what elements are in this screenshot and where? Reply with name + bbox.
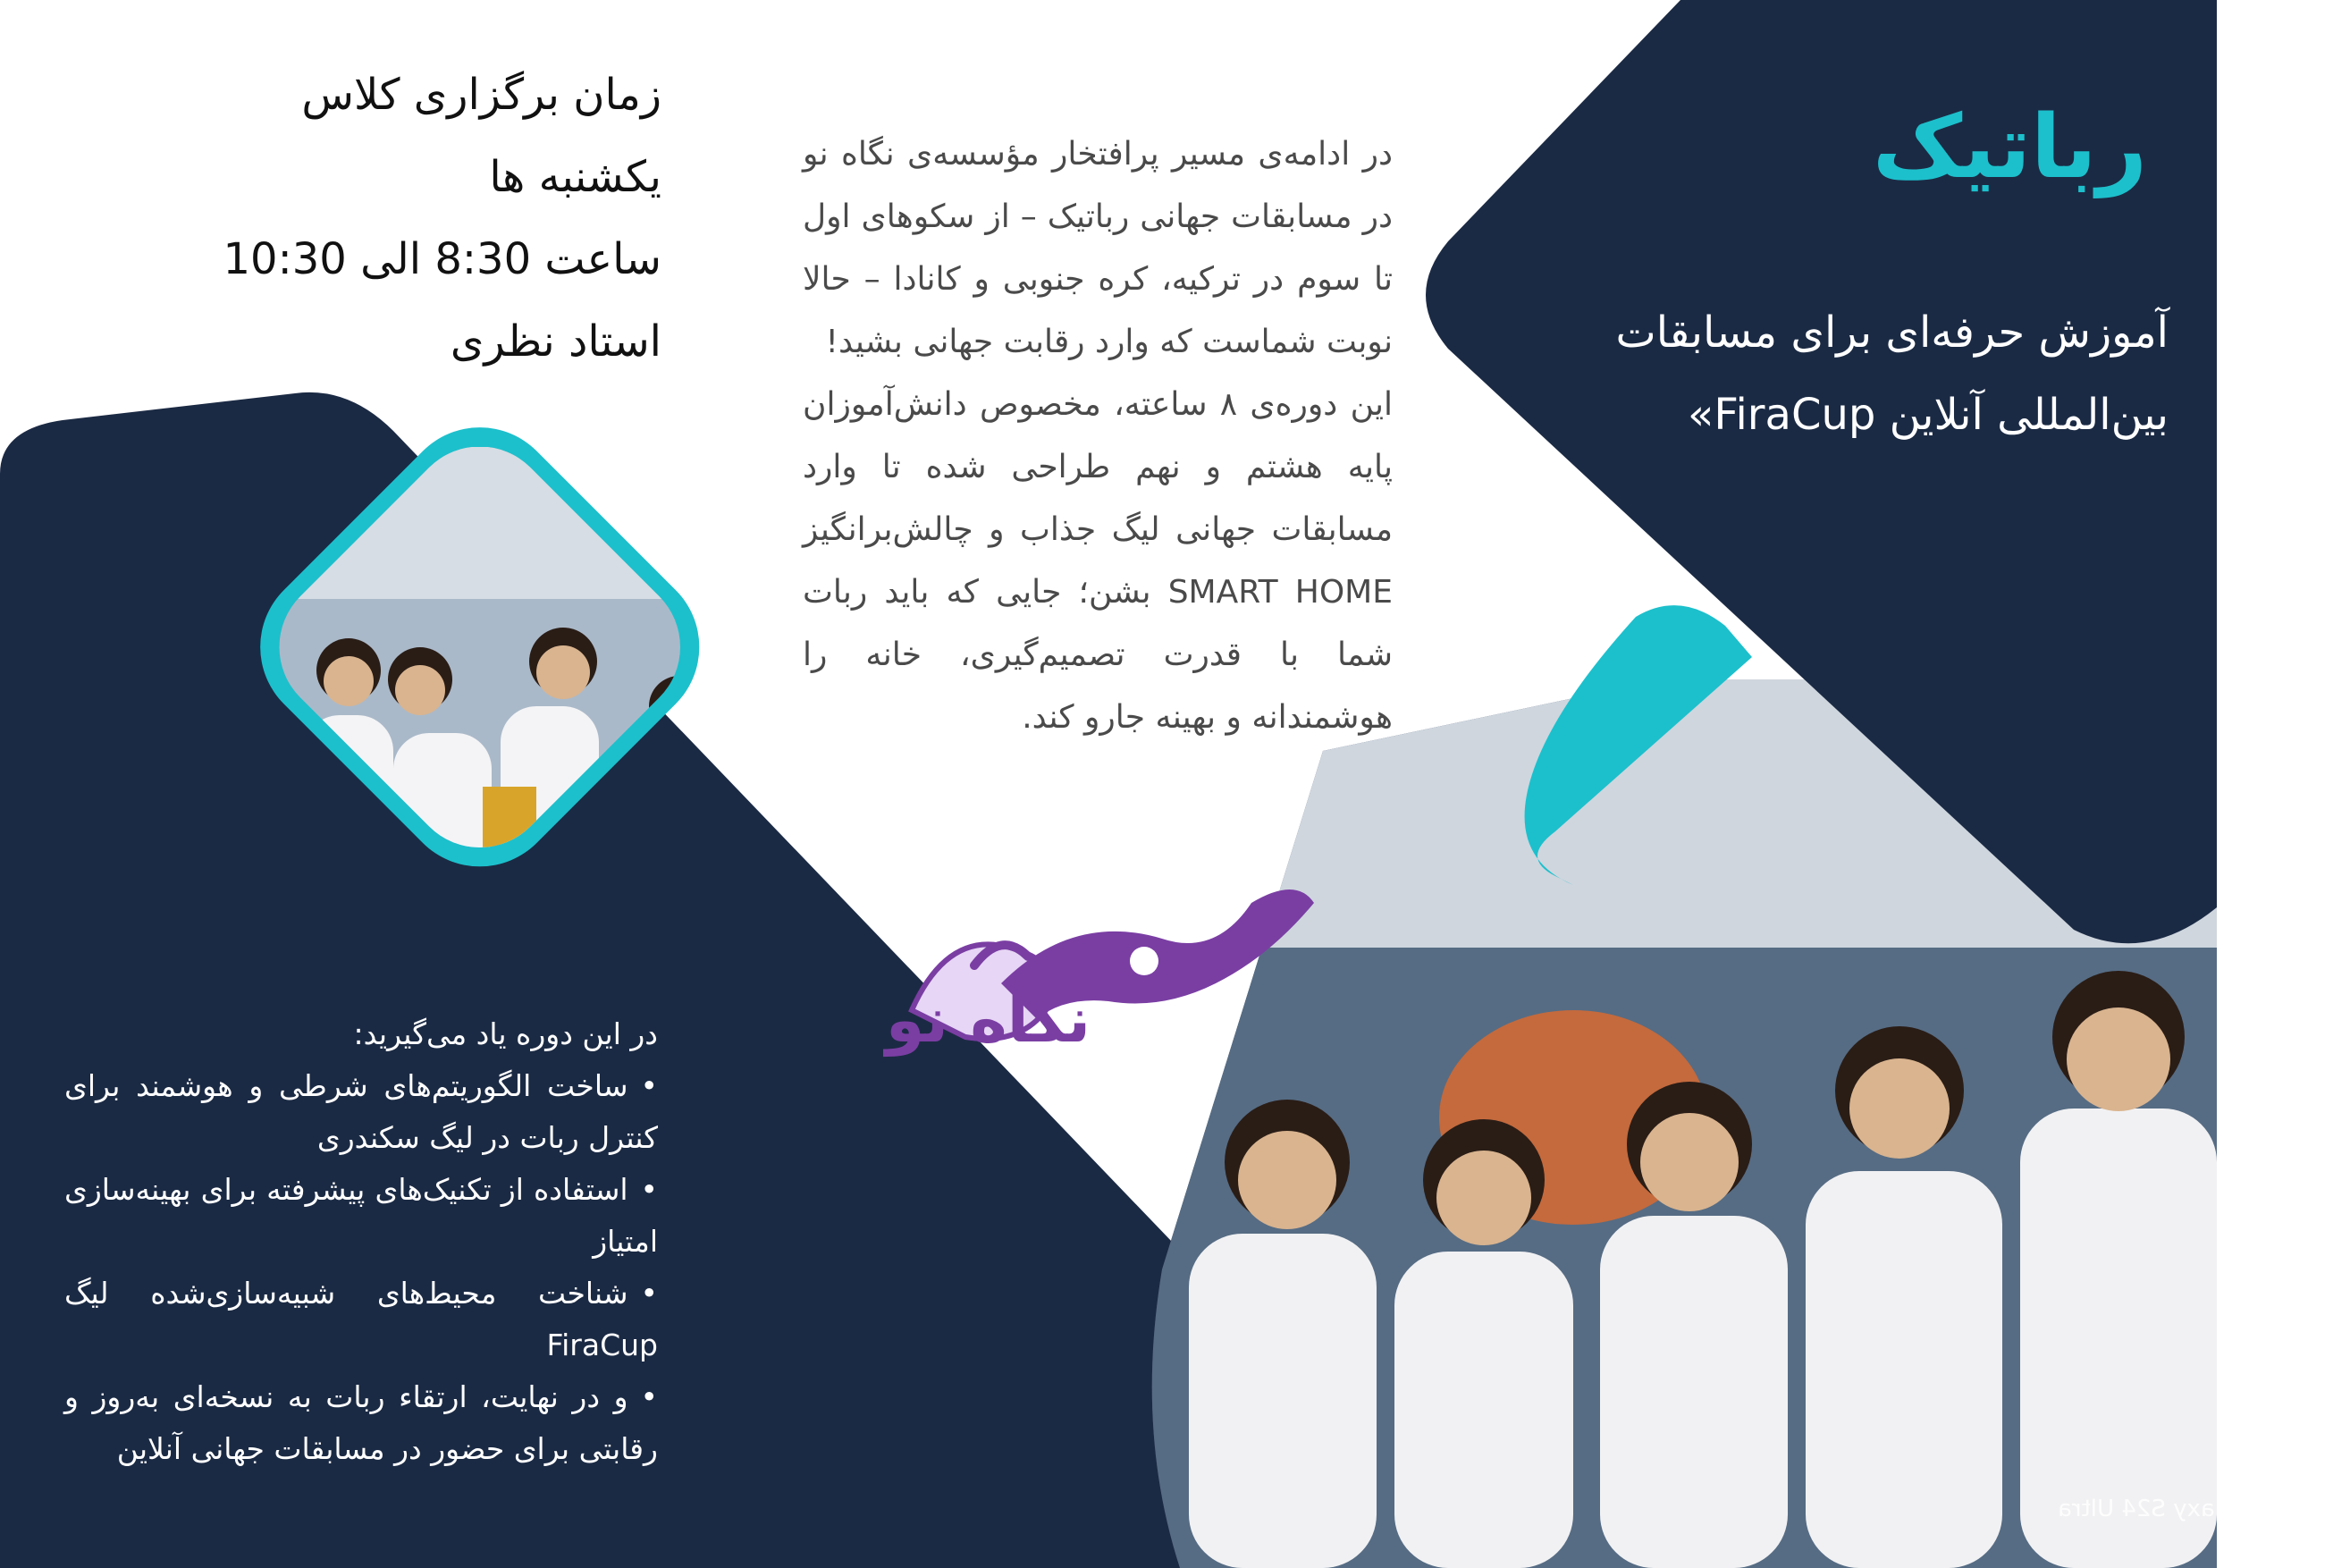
learn-item: •استفاده از تکنیک‌های پیشرفته برای بهینه‌سازی امتیاز — [64, 1164, 658, 1268]
bullet-icon: • — [640, 1379, 658, 1414]
learn-section — [64, 1008, 658, 1475]
logo-text: نگاه نو — [885, 983, 1091, 1057]
bullet-icon: • — [640, 1068, 658, 1103]
schedule-day: یکشنبه ها — [489, 152, 661, 202]
schedule-time: ساعت 8:30 الی 10:30 — [223, 234, 661, 284]
learn-list — [64, 1060, 658, 1475]
schedule-teacher: استاد نظری — [450, 316, 661, 367]
photo-watermark: Shot on Galaxy S24 Ultra — [2058, 1496, 2350, 1522]
bullet-icon: • — [640, 1172, 658, 1207]
learn-item: •شناخت محیط‌های شبیه‌سازی‌شده لیگ FiraCup — [64, 1268, 658, 1371]
learn-item: •و در نهایت، ارتقاء ربات به نسخه‌ای به‌روز و رقابتی برای حضور در مسابقات جهانی آنلاین — [64, 1371, 658, 1475]
intro-paragraph-2: این دوره‌ی ۸ ساعته، مخصوص دانش‌آموزان پایه هشتم و نهم طراحی شده تا وارد مسابقات جهانی لیگ جذاب و چالش‌برانگیز SMART HOME بشن؛ جایی که باید ربات شما با قدرت تصمیم‌گیری، خانه را هوشمندانه و بهینه جارو کند. — [803, 386, 1393, 736]
intro-paragraph-1: در ادامه‌ی مسیر پرافتخار مؤسسه‌ی نگاه نو در مسابقات جهانی رباتیک – از سکوهای اول تا سوم در ترکیه، کره جنوبی و کانادا – حالا نوبت شماست که وارد رقابت جهانی بشید! — [803, 136, 1393, 360]
brand-title: رباتیک — [1872, 97, 2147, 198]
bullet-icon: • — [640, 1276, 658, 1311]
schedule-block — [161, 54, 661, 383]
brand-subtitle: آموزش حرفه‌ای برای مسابقات بین‌المللی آنلاین FiraCup» — [1615, 308, 2169, 440]
schedule-title: زمان برگزاری کلاس — [301, 70, 661, 120]
intro-text — [803, 123, 1393, 749]
learn-item: •ساخت الگوریتم‌های شرطی و هوشمند برای کنترل ربات در لیگ سکندری — [64, 1060, 658, 1164]
negah-no-logo-icon — [885, 876, 1323, 1057]
learn-heading: در این دوره یاد می‌گیرید: — [353, 1016, 658, 1051]
